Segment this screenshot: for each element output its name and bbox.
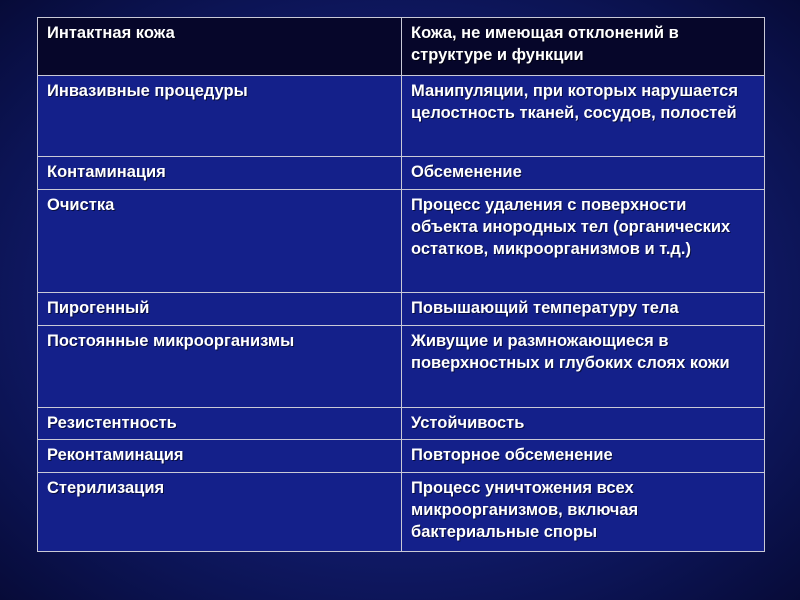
- table-row: [38, 408, 765, 440]
- term-cell: Интактная кожа: [38, 18, 402, 76]
- definition-cell: Устойчивость: [402, 408, 765, 440]
- table-row: [38, 440, 765, 473]
- table-row: [38, 293, 765, 326]
- term-cell: Резистентность: [38, 408, 402, 440]
- term-cell: Стерилизация: [38, 473, 402, 552]
- definition-cell: Живущие и размножающиеся в поверхностных и глубоких слоях кожи: [402, 326, 765, 408]
- definition-cell: Кожа, не имеющая отклонений в структуре и функции: [402, 18, 765, 76]
- term-cell: Пирогенный: [38, 293, 402, 326]
- table-row: [38, 75, 765, 156]
- term-cell: Инвазивные процедуры: [38, 75, 402, 156]
- table-row: [38, 473, 765, 552]
- table-row: [38, 18, 765, 76]
- term-cell: Постоянные микроорганизмы: [38, 326, 402, 408]
- definition-cell: Повторное обсеменение: [402, 440, 765, 473]
- table-row: [38, 189, 765, 292]
- term-cell: Реконтаминация: [38, 440, 402, 473]
- definition-cell: Процесс уничтожения всех микроорганизмов, включая бактериальные споры: [402, 473, 765, 552]
- definition-cell: Манипуляции, при которых нарушается целостность тканей, сосудов, полостей: [402, 75, 765, 156]
- definition-cell: Процесс удаления с поверхности объекта инородных тел (органических остатков, микроорганизмов и т.д.): [402, 189, 765, 292]
- term-cell: Очистка: [38, 189, 402, 292]
- term-cell: Контаминация: [38, 156, 402, 189]
- table-row: [38, 156, 765, 189]
- table-row: [38, 326, 765, 408]
- glossary-table: [37, 17, 765, 552]
- definition-cell: Повышающий температуру тела: [402, 293, 765, 326]
- definition-cell: Обсеменение: [402, 156, 765, 189]
